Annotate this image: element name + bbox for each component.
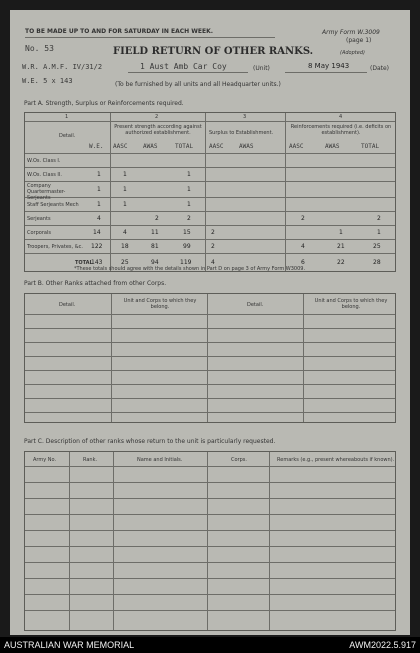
cell-present-awas: 81 [151,243,159,250]
number-label-text: No. [25,44,40,53]
form-subtitle: (To be furnished by all units and all Headquarter units.) [115,81,281,88]
cell-reinf-aasc: 6 [301,259,305,266]
col-header-surplus: Surplus to Establishment. [209,130,274,136]
part-b-heading: Part B. Other Ranks attached from other Corps. [24,280,167,287]
cell-present-total: 1 [187,186,191,193]
col-header-detail: Detail. [59,133,76,139]
part-c-header-remarks: Remarks (e.g., present whereabouts if known). [277,457,395,463]
cell-present-aasc: 1 [123,186,127,193]
cell-present-awas: 2 [155,215,159,222]
form-reference: Army Form W.3009 [322,29,380,36]
part-b-header-detail-2: Detail. [247,302,264,308]
cell-present-awas: 11 [151,229,159,236]
we-reference: W.E. 5 x 143 [22,77,73,85]
cell-we: 14 [93,229,101,236]
wr-reference: W.R. A.M.F. IV/31/2 [22,63,103,71]
part-c-header-corps: Corps. [231,457,247,463]
cell-we: 1 [97,171,101,178]
row-detail: Serjeants [27,216,51,222]
part-c-header-rank: Rank. [83,457,98,463]
cell-reinf-total: 28 [373,259,381,266]
cell-present-aasc: 4 [123,229,127,236]
cell-present-total: 15 [183,229,191,236]
archive-footer [0,637,420,653]
cell-reinf-awas: 21 [337,243,345,250]
cell-we: 1 [97,201,101,208]
row-detail: Corporals [27,230,51,236]
part-a-footnote: *These totals should agree with the details shown in Part D on page 3 of Army Form W3009. [74,266,306,272]
subheader-reinf-aasc: AASC [289,143,304,150]
cell-present-total: 99 [183,243,191,250]
adopted-note: (Adopted) [340,50,365,56]
col-number-2: 2 [155,114,159,120]
part-b-header-unit-2: Unit and Corps to which they belong. [314,298,388,310]
cell-present-aasc: 1 [123,201,127,208]
col-number-1: 1 [65,114,69,120]
part-b-header-unit: Unit and Corps to which they belong. [123,298,197,310]
row-detail: Staff Serjeants Mech [27,202,79,208]
cell-surplus-aasc: 2 [211,229,215,236]
row-detail: W.Os. Class I. [27,158,61,164]
part-c-header-name: Name and Initials. [137,457,183,463]
cell-we: 4 [97,215,101,222]
part-a-heading: Part A. Strength, Surplus or Reinforcements required. [24,100,184,107]
part-c-heading: Part C. Description of other ranks whose return to the unit is particularly requested. [24,438,276,445]
subheader-surplus-awas: AWAS [239,143,254,150]
part-a-table [24,112,396,272]
cell-present-awas: 94 [151,259,159,266]
col-header-reinforcements: Reinforcements required (i.e. deficits on establishment). [290,124,392,136]
subheader-surplus-aasc: AASC [209,143,224,150]
form-page [10,10,410,635]
footer-accession: AWM2022.5.917 [349,640,416,650]
page-reference: (page 1) [346,37,372,44]
cell-reinf-total: 25 [373,243,381,250]
cell-present-total: 1 [187,171,191,178]
form-title: FIELD RETURN OF OTHER RANKS. [113,46,314,57]
cell-reinf-aasc: 2 [301,215,305,222]
number-label [25,44,54,53]
part-c-header-army-no: Army No. [33,457,57,463]
subheader-reinf-awas: AWAS [325,143,340,150]
row-detail-total: TOTAL [75,260,93,266]
cell-we: 143 [91,259,103,266]
part-b-table [24,293,396,423]
subheader-present-awas: AWAS [143,143,158,150]
part-c-table [24,451,396,631]
cell-reinf-awas: 22 [337,259,345,266]
unit-label: (Unit) [253,65,270,72]
col-number-3: 3 [243,114,247,120]
row-detail: W.Os. Class II. [27,172,62,178]
footer-source: AUSTRALIAN WAR MEMORIAL [4,640,135,650]
cell-reinf-total: 1 [377,229,381,236]
cell-present-aasc: 18 [121,243,129,250]
cell-surplus-aasc: 4 [211,259,215,266]
cell-present-total: 1 [187,201,191,208]
subheader-reinf-total: TOTAL [361,143,380,150]
col-number-4: 4 [339,114,343,120]
cell-surplus-aasc: 2 [211,243,215,250]
subheader-present-aasc: AASC [113,143,128,150]
number-value: 53 [44,44,54,53]
cell-present-total: 2 [187,215,191,222]
cell-reinf-aasc: 4 [301,243,305,250]
subheader-present-total: TOTAL [175,143,194,150]
subheader-we: W.E. [89,143,104,150]
cell-present-total: 119 [180,259,192,266]
cell-reinf-total: 2 [377,215,381,222]
date-value: 8 May 1943 [308,62,350,70]
cell-we: 122 [91,243,103,250]
row-detail: Company Quartermaster-Serjeants [27,183,66,201]
part-b-header-detail: Detail. [59,302,76,308]
instruction-text: TO BE MADE UP TO AND FOR SATURDAY IN EACH WEEK. [25,28,214,35]
cell-present-aasc: 25 [121,259,129,266]
cell-reinf-awas: 1 [339,229,343,236]
cell-present-aasc: 1 [123,171,127,178]
row-detail: Troopers, Privates, &c. [27,244,83,250]
unit-value: 1 Aust Amb Car Coy [140,62,227,71]
cell-we: 1 [97,186,101,193]
date-label: (Date) [370,65,390,72]
col-header-present: Present strength according against authorized establishment. [114,124,202,136]
